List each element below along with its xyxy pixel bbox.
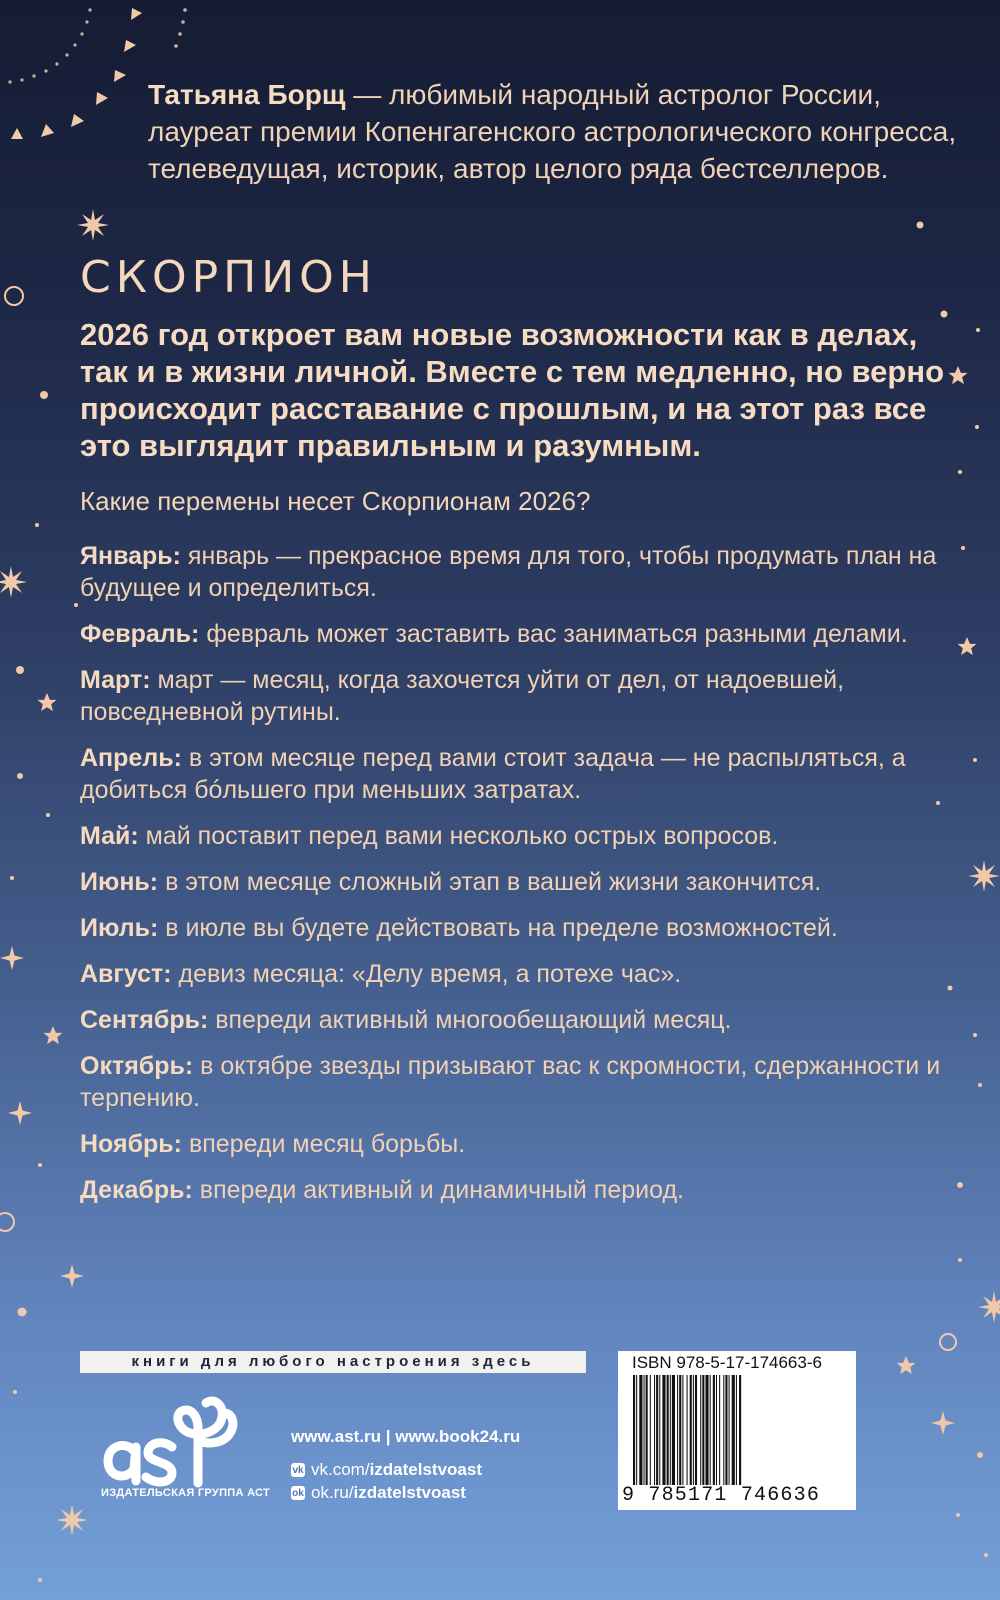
month-november [80,1128,960,1160]
month-name: Сентябрь: [80,1006,209,1034]
month-name: Апрель: [80,744,182,772]
isbn-number: ISBN 978-5-17-174663-6 [632,1353,822,1372]
month-text: февраль может заставить вас заниматься разными делами. [199,620,908,648]
month-april [80,742,960,806]
month-december [80,1174,960,1206]
publisher-websites[interactable]: www.ast.ru | www.book24.ru [291,1427,521,1446]
month-text: впереди активный и динамичный период. [192,1176,685,1204]
month-name: Май: [80,822,139,850]
barcode-icon [632,1375,846,1485]
month-text: март — месяц, когда захочется уйти от дел, от надоевшей, повседневной рутины. [80,666,845,726]
month-name: Ноябрь: [80,1130,182,1158]
dotted-arc-ornament [8,8,186,83]
vk-url: vk.com/izdatelstvoast [311,1460,482,1479]
author-bio [148,76,968,187]
month-august [80,958,960,990]
triangle-ornaments [11,8,142,139]
month-may [80,820,960,852]
month-text: девиз месяца: «Делу время, а потехе час». [171,960,682,988]
month-text: в этом месяце перед вами стоит задача — не распыляться, а добиться бóльшего при меньших затратах. [80,744,906,804]
month-name: Январь: [80,542,181,570]
month-june [80,866,960,898]
month-text: в октябре звезды призывают вас к скромности, сдержанности и терпению. [80,1052,941,1112]
isbn-barcode-block [618,1351,856,1510]
publisher-logo-caption: ИЗДАТЕЛЬСКАЯ ГРУППА АСТ [101,1487,271,1499]
month-july [80,912,960,944]
month-text: январь — прекрасное время для того, чтобы продумать план на будущее и определиться. [80,542,937,602]
ok-url: ok.ru/izdatelstvoast [311,1483,466,1502]
ok-icon: ok [292,1487,304,1499]
forecast-intro: 2026 год откроет вам новые возможности как в делах, так и в жизни личной. Вместе с тем медленно, но верно происходит расставание с прошлым, и на этот раз все это выглядит правильным и разумным. [80,317,945,463]
month-text: в июле вы будете действовать на пределе возможностей. [158,914,838,942]
month-text: впереди месяц борьбы. [182,1130,466,1158]
month-text: впереди активный многообещающий месяц. [208,1006,732,1034]
month-name: Октябрь: [80,1052,194,1080]
monthly-forecast-list [80,540,960,1220]
publisher-tagline: книги для любого настроения здесь [80,1351,586,1373]
month-text: май поставит перед вами несколько острых вопросов. [138,822,779,850]
author-bio-text: — любимый народный астролог России, лауреат премии Копенгагенского астрологического конгресса, телеведущая, историк, автор целого ряда бестселлеров. [148,79,957,184]
month-text: в этом месяце сложный этап в вашей жизни закончится. [158,868,822,896]
author-name: Татьяна Борщ [148,79,346,110]
vk-icon: vk [292,1464,304,1476]
vk-link[interactable] [291,1460,482,1480]
month-name: Июль: [80,914,159,942]
month-february [80,618,960,650]
forecast-question: Какие перемены несет Скорпионам 2026? [80,486,591,516]
ast-logo-icon [100,1385,270,1495]
month-name: Июнь: [80,868,159,896]
month-march [80,664,960,728]
month-name: Март: [80,666,151,694]
month-january [80,540,960,604]
month-name: Август: [80,960,172,988]
month-name: Февраль: [80,620,200,648]
month-september [80,1004,960,1036]
zodiac-sign-title: СКОРПИОН [80,252,377,303]
barcode-digits: 9 785171 746636 [622,1484,821,1507]
month-name: Декабрь: [80,1176,193,1204]
ok-link[interactable] [291,1483,466,1503]
month-october [80,1050,960,1114]
